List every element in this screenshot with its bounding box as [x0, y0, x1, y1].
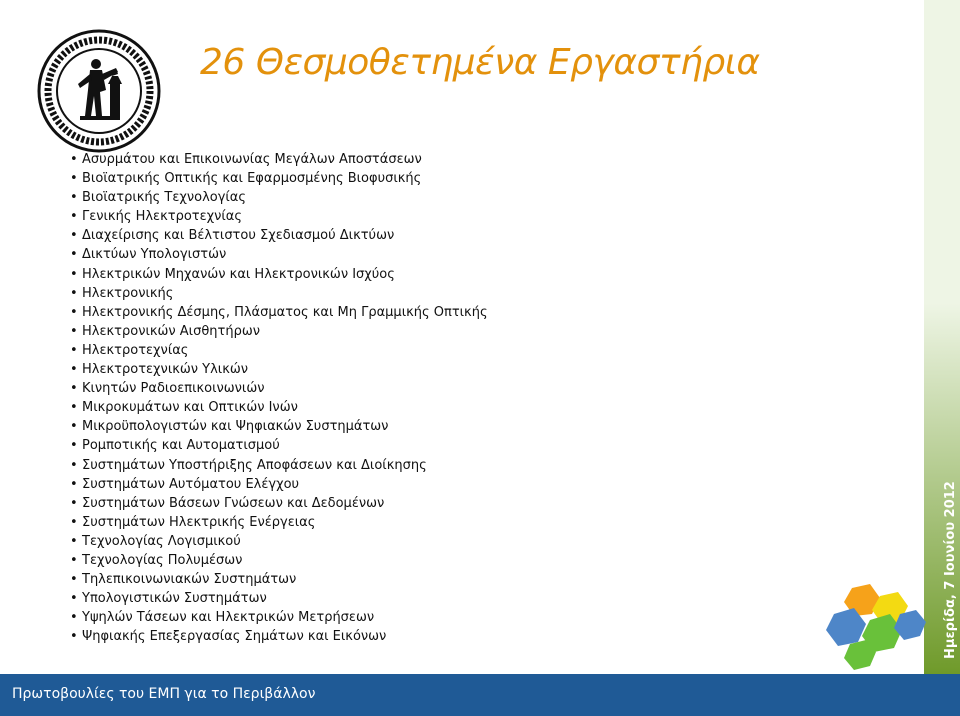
lab-name: Ηλεκτροτεχνίας [82, 342, 189, 358]
lab-name: Υπολογιστικών Συστημάτων [82, 591, 267, 607]
bullet-icon: • [70, 495, 78, 511]
bullet-icon: • [70, 247, 78, 263]
lab-list-item [70, 494, 890, 513]
lab-name: Ρομποτικής και Αυτοματισμού [82, 438, 280, 454]
bullet-icon: • [70, 304, 78, 320]
bullet-icon: • [70, 438, 78, 454]
hexagon-cluster-icon [818, 584, 928, 684]
bullet-icon: • [70, 152, 78, 167]
lab-name: Μικροκυμάτων και Οπτικών Ινών [82, 400, 298, 416]
lab-list-item [70, 627, 890, 646]
lab-list [70, 150, 890, 646]
page-title: 26 Θεσμοθετημένα Εργαστήρια [200, 42, 760, 83]
bullet-icon: • [70, 323, 78, 339]
bullet-icon: • [70, 610, 78, 626]
bullet-icon: • [70, 552, 78, 568]
ntua-seal-icon [36, 28, 162, 158]
lab-name: Ηλεκτροτεχνικών Υλικών [82, 362, 248, 378]
footer-bar [0, 674, 960, 716]
lab-name: Βιοϊατρικής Οπτικής και Εφαρμοσμένης Βιοφυσικής [82, 171, 422, 187]
lab-name: Βιοϊατρικής Τεχνολογίας [82, 190, 247, 206]
lab-name: Διαχείρισης και Βέλτιστου Σχεδιασμού Δικτύων [82, 228, 395, 244]
bullet-icon: • [70, 514, 78, 530]
bullet-icon: • [70, 190, 78, 206]
lab-list-item [70, 284, 890, 303]
event-date-label: Ημερίδα, 7 Ιουνίου 2012 [943, 481, 958, 659]
bullet-icon: • [70, 381, 78, 397]
lab-list-item [70, 207, 890, 226]
bullet-icon: • [70, 209, 78, 225]
lab-list-item [70, 360, 890, 379]
lab-list-item [70, 188, 890, 207]
lab-name: Γενικής Ηλεκτροτεχνίας [82, 209, 243, 225]
lab-list-item [70, 513, 890, 532]
bullet-icon: • [70, 400, 78, 416]
lab-list-item [70, 341, 890, 360]
lab-name: Τεχνολογίας Πολυμέσων [82, 552, 243, 568]
lab-list-item [70, 551, 890, 570]
bullet-icon: • [70, 342, 78, 358]
bullet-icon: • [70, 266, 78, 282]
lab-name: Συστημάτων Βάσεων Γνώσεων και Δεδομένων [82, 495, 385, 511]
lab-list-item [70, 303, 890, 322]
footer-text: Πρωτοβουλίες του ΕΜΠ για το Περιβάλλον [12, 686, 316, 702]
lab-list-item [70, 150, 890, 169]
lab-name: Μικροϋπολογιστών και Ψηφιακών Συστημάτων [82, 419, 389, 435]
lab-name: Δικτύων Υπολογιστών [82, 247, 227, 263]
lab-name: Ηλεκτρονικών Αισθητήρων [82, 323, 260, 339]
lab-list-item [70, 608, 890, 627]
lab-list-item [70, 456, 890, 475]
lab-name: Ασυρμάτου και Επικοινωνίας Μεγάλων Αποστάσεων [82, 152, 422, 167]
bullet-icon: • [70, 171, 78, 187]
lab-list-item [70, 417, 890, 436]
lab-name: Συστημάτων Ηλεκτρικής Ενέργειας [82, 514, 316, 530]
bullet-icon: • [70, 285, 78, 301]
lab-list-item [70, 589, 890, 608]
lab-name: Ηλεκτρονικής Δέσμης, Πλάσματος και Μη Γραμμικής Οπτικής [82, 304, 488, 320]
lab-name: Υψηλών Τάσεων και Ηλεκτρικών Μετρήσεων [82, 610, 375, 626]
bullet-icon: • [70, 591, 78, 607]
lab-list-item [70, 379, 890, 398]
bullet-icon: • [70, 228, 78, 244]
lab-list-item [70, 169, 890, 188]
lab-name: Ηλεκτρονικής [82, 285, 174, 301]
bullet-icon: • [70, 476, 78, 492]
lab-name: Συστημάτων Αυτόματου Ελέγχου [82, 476, 300, 492]
lab-name: Ψηφιακής Επεξεργασίας Σημάτων και Εικόνων [82, 629, 387, 645]
bullet-icon: • [70, 629, 78, 645]
lab-list-item [70, 570, 890, 589]
lab-name: Κινητών Ραδιοεπικοινωνιών [82, 381, 265, 397]
lab-list-item [70, 532, 890, 551]
lab-name: Ηλεκτρικών Μηχανών και Ηλεκτρονικών Ισχύος [82, 266, 395, 282]
bullet-icon: • [70, 533, 78, 549]
lab-list-item [70, 322, 890, 341]
bullet-icon: • [70, 362, 78, 378]
lab-list-item [70, 398, 890, 417]
lab-list-item [70, 475, 890, 494]
lab-name: Συστημάτων Υποστήριξης Αποφάσεων και Διοίκησης [82, 457, 427, 473]
lab-list-item [70, 436, 890, 455]
bullet-icon: • [70, 419, 78, 435]
lab-name: Τηλεπικοινωνιακών Συστημάτων [82, 572, 297, 588]
lab-list-item [70, 265, 890, 284]
lab-name: Τεχνολογίας Λογισμικού [82, 533, 241, 549]
bullet-icon: • [70, 572, 78, 588]
lab-list-item [70, 226, 890, 245]
lab-list-item [70, 245, 890, 264]
bullet-icon: • [70, 457, 78, 473]
